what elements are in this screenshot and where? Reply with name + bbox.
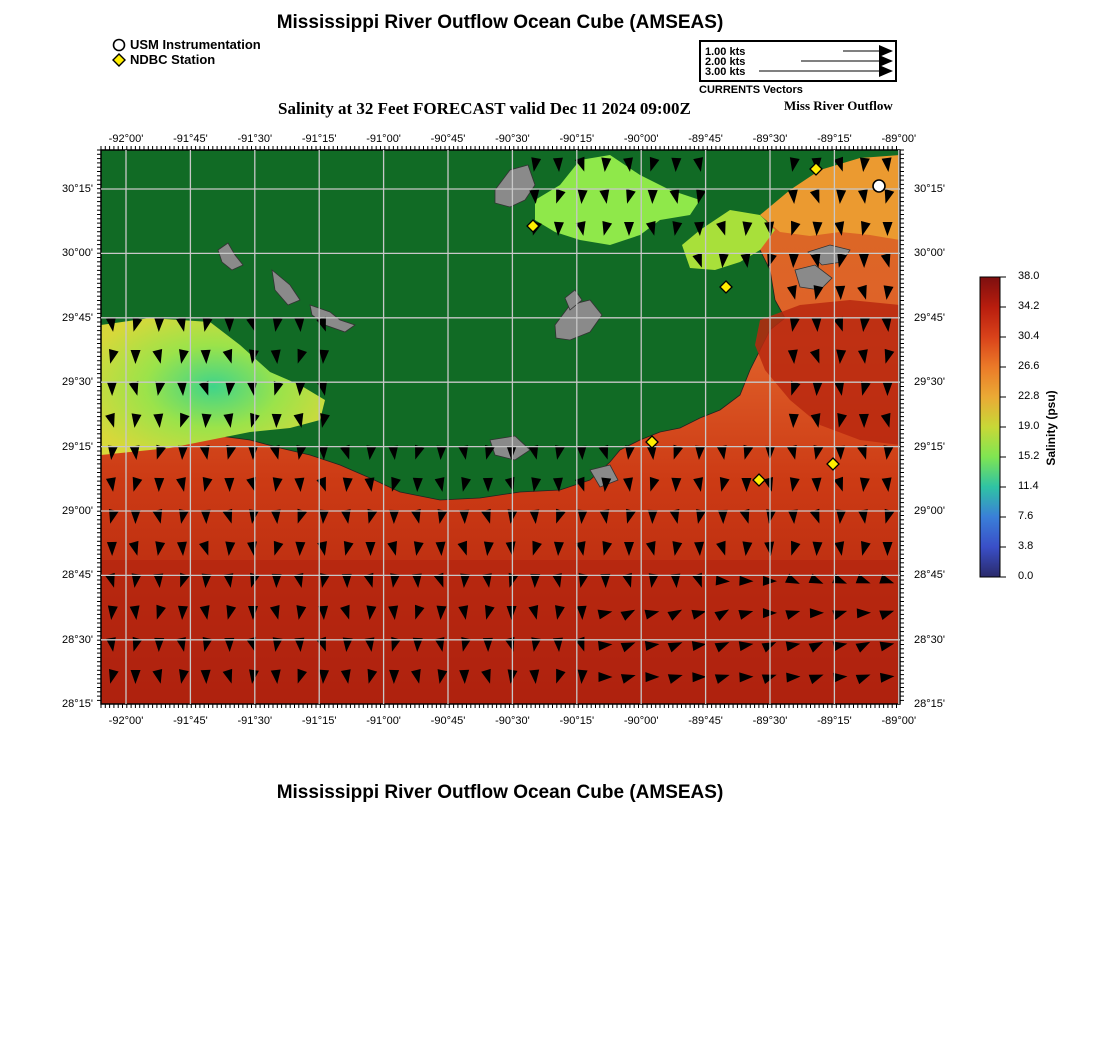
colorbar-tick-label: 34.2 (1018, 300, 1040, 312)
colorbar-tick-label: 7.6 (1018, 510, 1034, 522)
lon-tick-label-top: -90°15' (559, 133, 595, 145)
lat-tick-label-left: 29°00' (62, 505, 93, 517)
lat-tick-label-right: 29°15' (914, 440, 945, 453)
lon-tick-label-top: -91°15' (301, 133, 337, 145)
lon-tick-label-bottom: -90°45' (430, 715, 466, 727)
lat-tick-label-right: 30°15' (914, 183, 945, 195)
lon-tick-label-bottom: -90°15' (559, 715, 595, 727)
colorbar-tick-label: 26.6 (1018, 360, 1040, 372)
colorbar-tick-label: 3.8 (1018, 540, 1034, 552)
lat-tick-label-left: 29°15' (62, 440, 93, 453)
lon-tick-label-top: -90°30' (495, 133, 530, 145)
lon-tick-label-top: -92°00' (108, 133, 144, 145)
lon-tick-label-bottom: -89°45' (688, 715, 723, 727)
lat-tick-label-right: 29°30' (914, 376, 945, 389)
lon-tick-label-top: -89°15' (817, 133, 852, 145)
lon-tick-label-top: -91°45' (173, 133, 208, 145)
lon-tick-label-top: -89°30' (752, 133, 788, 145)
bottom-title: Mississippi River Outflow Ocean Cube (AMSEAS) (276, 782, 724, 803)
lon-tick-label-bottom: -90°30' (495, 715, 530, 727)
lon-tick-label-top: -91°30' (237, 133, 273, 145)
usm-instrument-marker (873, 180, 885, 192)
lat-tick-label-right: 28°45' (914, 569, 945, 582)
page-title: Mississippi River Outflow Ocean Cube (AMSEAS) (276, 12, 724, 33)
colorbar-ticks (1000, 277, 1006, 577)
lon-tick-label-bottom: -91°30' (237, 715, 273, 727)
lat-tick-label-right: 30°00' (914, 247, 945, 260)
lat-tick-label-right: 28°30' (914, 633, 945, 646)
lon-tick-label-top: -89°45' (688, 133, 723, 145)
map-subtitle: Salinity at 32 Feet FORECAST valid Dec 11 2024 09:00Z (278, 99, 691, 118)
colorbar-tick-label: 38.0 (1018, 270, 1040, 282)
lat-tick-label-right: 29°00' (914, 505, 945, 517)
vector-key-caption: CURRENTS Vectors (699, 84, 803, 96)
lon-tick-label-bottom: -91°15' (301, 715, 337, 727)
colorbar-label: Salinity (psu) (1044, 390, 1058, 466)
lon-tick-label-bottom: -92°00' (108, 715, 144, 727)
vector-key-row: 3.00 kts (705, 66, 746, 78)
region-label: Miss River Outflow (784, 98, 893, 113)
colorbar-tick-label: 22.8 (1018, 390, 1040, 402)
lon-tick-label-top: -89°00' (881, 133, 917, 145)
vector-key-row: 1.00 kts (705, 46, 746, 58)
legend-usm-label: USM Instrumentation (130, 37, 261, 52)
colorbar-tick-label: 30.4 (1018, 330, 1040, 342)
lon-tick-label-top: -91°00' (366, 133, 401, 145)
colorbar (980, 277, 1000, 577)
lat-tick-label-left: 28°30' (62, 633, 93, 646)
lat-tick-label-left: 29°45' (62, 311, 93, 324)
lon-tick-label-bottom: -89°00' (881, 715, 917, 727)
lon-tick-label-bottom: -90°00' (623, 715, 659, 727)
lon-tick-label-bottom: -89°15' (817, 715, 852, 727)
legend-ndbc-label: NDBC Station (130, 52, 216, 67)
lat-tick-label-left: 29°30' (62, 376, 93, 389)
lat-tick-label-left: 28°45' (62, 569, 93, 582)
lat-tick-label-right: 28°15' (914, 698, 945, 711)
map-area (101, 150, 900, 704)
lat-tick-label-left: 30°15' (62, 183, 93, 195)
lat-tick-label-left: 28°15' (62, 698, 93, 711)
colorbar-tick-label: 0.0 (1018, 570, 1034, 582)
vector-key-row: 2.00 kts (705, 56, 746, 68)
colorbar-tick-label: 19.0 (1018, 420, 1040, 432)
lon-tick-label-bottom: -91°00' (366, 715, 401, 727)
lon-tick-label-bottom: -89°30' (752, 715, 788, 727)
lat-tick-label-left: 30°00' (62, 247, 93, 260)
lat-tick-label-right: 29°45' (914, 311, 945, 324)
lon-tick-label-bottom: -91°45' (173, 715, 208, 727)
lon-tick-label-top: -90°45' (430, 133, 466, 145)
gulf-deep-water (101, 560, 900, 704)
colorbar-tick-label: 15.2 (1018, 450, 1040, 462)
colorbar-tick-label: 11.4 (1018, 480, 1039, 492)
lon-tick-label-top: -90°00' (623, 133, 659, 145)
